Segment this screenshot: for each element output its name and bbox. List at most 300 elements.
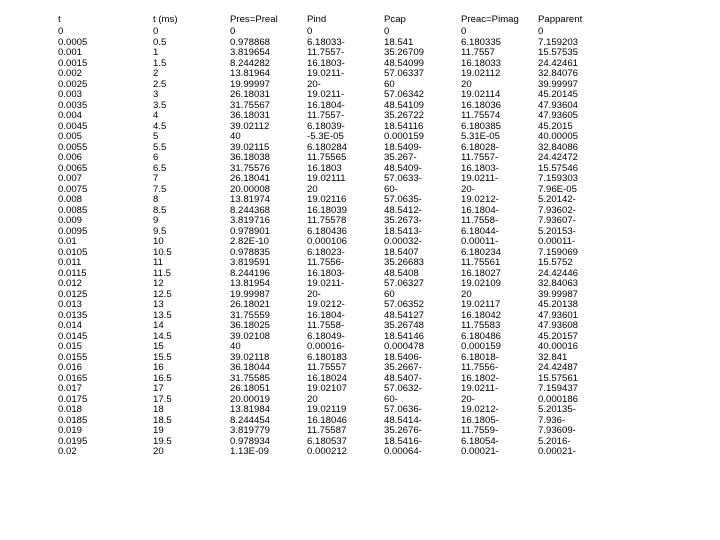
table-row [58, 447, 628, 458]
cell-pres-preal: 39.02112 [230, 121, 270, 132]
cell-pres-preal: 26.18041 [230, 174, 271, 185]
cell-t-ms: 20 [153, 447, 164, 458]
cell-papparent: 47.93604 [538, 100, 579, 111]
cell-papparent: 0 [538, 27, 544, 38]
data-table [58, 13, 628, 458]
cell-t: 0.0055 [58, 142, 88, 153]
table-row [58, 153, 628, 164]
cell-pcap: 48.5407- [384, 373, 422, 384]
cell-preac-pimag: 20 [461, 79, 472, 90]
cell-t: 0.0025 [58, 79, 88, 90]
cell-t: 0.0155 [58, 352, 88, 363]
cell-t: 0.016 [58, 363, 83, 374]
table-row [58, 27, 628, 38]
cell-pind: 20 [307, 394, 318, 405]
cell-pind: 16.1803 [307, 163, 342, 174]
cell-papparent: 15.57546 [538, 163, 579, 174]
cell-t-ms: 17 [153, 384, 164, 395]
cell-pres-preal: 0.978901 [230, 226, 271, 237]
cell-pcap: 57.0632- [384, 384, 422, 395]
cell-pcap: 18.5407 [384, 247, 419, 258]
cell-t: 0.0145 [58, 331, 88, 342]
cell-t: 0.0065 [58, 163, 88, 174]
cell-pres-preal: 39.02108 [230, 331, 271, 342]
table-row [58, 248, 628, 259]
cell-pres-preal: 26.18021 [230, 300, 271, 311]
cell-t: 0.0005 [58, 37, 88, 48]
cell-t: 0.013 [58, 300, 83, 311]
cell-t-ms: 9.5 [153, 226, 167, 237]
cell-t-ms: 3.5 [153, 100, 167, 111]
cell-t: 0.019 [58, 426, 83, 437]
cell-preac-pimag: 0.00011- [461, 237, 499, 248]
cell-t: 0.02 [58, 447, 77, 458]
cell-t-ms: 13.5 [153, 310, 172, 321]
table-row [58, 279, 628, 290]
cell-pcap: 48.54099 [384, 58, 425, 69]
table-row [58, 363, 628, 374]
cell-preac-pimag: 0.00021- [461, 447, 499, 458]
cell-pres-preal: 3.819779 [230, 426, 271, 437]
cell-preac-pimag: 19.02112 [461, 69, 501, 80]
cell-t: 0.012 [58, 279, 83, 290]
cell-t-ms: 4 [153, 111, 159, 122]
cell-pind: 16.18039 [307, 205, 348, 216]
cell-pind: 19.02116 [307, 195, 347, 206]
cell-papparent: 5.20135- [538, 405, 576, 416]
cell-preac-pimag: 11.7558- [461, 216, 499, 227]
cell-t-ms: 14.5 [153, 331, 172, 342]
cell-t-ms: 12.5 [153, 289, 172, 300]
table-row [58, 416, 628, 427]
cell-pcap: 57.0635- [384, 195, 422, 206]
cell-t-ms: 5 [153, 132, 159, 143]
cell-preac-pimag: 5.31E-05 [461, 132, 500, 143]
cell-pcap: 0.00032- [384, 237, 422, 248]
cell-pind: 11.7556- [307, 258, 345, 269]
cell-preac-pimag: 20 [461, 289, 472, 300]
cell-papparent: 45.20157 [538, 331, 579, 342]
cell-preac-pimag: 11.75583 [461, 321, 501, 332]
cell-pres-preal: 0.978868 [230, 37, 271, 48]
cell-preac-pimag: 19.0211- [461, 174, 499, 185]
cell-pres-preal: 13.81974 [230, 195, 271, 206]
cell-pcap: 18.5413- [384, 226, 422, 237]
cell-t: 0.0015 [58, 58, 88, 69]
cell-pres-preal: 0.978835 [230, 247, 271, 258]
cell-papparent: 45.20145 [538, 90, 579, 101]
cell-t-ms: 2 [153, 69, 159, 80]
cell-t-ms: 18 [153, 405, 164, 416]
cell-pind: 6.18039- [307, 121, 345, 132]
cell-preac-pimag: 11.75574 [461, 111, 501, 122]
cell-pind: 11.75565 [307, 153, 347, 164]
table-row [58, 426, 628, 437]
cell-papparent: 7.93607- [538, 216, 576, 227]
table-row [58, 101, 628, 112]
cell-t-ms: 12 [153, 279, 164, 290]
cell-pcap: 35.26709 [384, 48, 425, 59]
cell-pcap: 48.5412- [384, 205, 422, 216]
cell-papparent: 32.84086 [538, 142, 579, 153]
cell-pind: 6.18049- [307, 331, 345, 342]
cell-pind: 19.0211- [307, 279, 345, 290]
table-row [58, 59, 628, 70]
table-row [58, 174, 628, 185]
cell-t-ms: 10 [153, 237, 164, 248]
cell-papparent: 32.841 [538, 352, 568, 363]
cell-papparent: 5.20142- [538, 195, 576, 206]
cell-t: 0.003 [58, 90, 83, 101]
cell-papparent: 47.93601 [538, 310, 579, 321]
cell-t-ms: 5.5 [153, 142, 167, 153]
cell-pres-preal: 40 [230, 132, 241, 143]
cell-pcap: 0.00064- [384, 447, 422, 458]
cell-t-ms: 11 [153, 258, 163, 269]
cell-pind: 6.180537 [307, 436, 348, 447]
cell-pind: -5.3E-05 [307, 132, 344, 143]
cell-preac-pimag: 11.7559- [461, 426, 499, 437]
cell-pres-preal: 36.18044 [230, 363, 271, 374]
cell-papparent: 40.00016 [538, 342, 579, 353]
cell-pcap: 18.5406- [384, 352, 422, 363]
header-row [58, 13, 628, 27]
cell-t: 0.005 [58, 132, 83, 143]
cell-preac-pimag: 19.02117 [461, 300, 501, 311]
cell-papparent: 7.159303 [538, 174, 579, 185]
cell-preac-pimag: 6.18054- [461, 436, 499, 447]
cell-preac-pimag: 0 [461, 27, 467, 38]
cell-pind: 0.000106 [307, 237, 348, 248]
cell-pres-preal: 19.99997 [230, 79, 271, 90]
table-row [58, 237, 628, 248]
table-row [58, 80, 628, 91]
cell-t-ms: 14 [153, 321, 164, 332]
cell-papparent: 47.93608 [538, 321, 579, 332]
table-row [58, 332, 628, 343]
cell-preac-pimag: 16.1802- [461, 373, 499, 384]
table-row [58, 185, 628, 196]
cell-t-ms: 7.5 [153, 184, 167, 195]
table-row [58, 69, 628, 80]
cell-papparent: 40.00005 [538, 132, 579, 143]
cell-t-ms: 0.5 [153, 37, 167, 48]
cell-preac-pimag: 20- [461, 184, 475, 195]
cell-papparent: 39.99997 [538, 79, 579, 90]
cell-papparent: 5.20153- [538, 226, 576, 237]
cell-papparent: 32.84063 [538, 279, 579, 290]
cell-pind: 6.180284 [307, 142, 348, 153]
cell-pres-preal: 20.00019 [230, 394, 271, 405]
cell-pcap: 57.0633- [384, 174, 422, 185]
cell-pind: 6.180436 [307, 226, 348, 237]
table-row [58, 206, 628, 217]
cell-papparent: 24.42487 [538, 363, 579, 374]
cell-t-ms: 6 [153, 153, 159, 164]
header-pres-preal: Pres=Preal [230, 14, 278, 25]
cell-preac-pimag: 16.1805- [461, 415, 499, 426]
cell-preac-pimag: 0.000159 [461, 342, 502, 353]
cell-pres-preal: 31.75576 [230, 163, 271, 174]
cell-t: 0.0075 [58, 184, 88, 195]
table-row [58, 258, 628, 269]
cell-t-ms: 16 [153, 363, 164, 374]
cell-t: 0.0045 [58, 121, 88, 132]
cell-pres-preal: 20.00008 [230, 184, 271, 195]
header-t: t [58, 14, 61, 25]
cell-t-ms: 19 [153, 426, 164, 437]
cell-papparent: 7.159437 [538, 384, 579, 395]
cell-papparent: 15.57535 [538, 48, 579, 59]
cell-pind: 16.1803- [307, 58, 345, 69]
cell-pcap: 57.0636- [384, 405, 422, 416]
cell-pres-preal: 0.978934 [230, 436, 271, 447]
header-preac-pimag: Preac=Pimag [461, 14, 519, 25]
cell-pres-preal: 40 [230, 342, 241, 353]
cell-preac-pimag: 6.180385 [461, 121, 502, 132]
cell-preac-pimag: 11.7557 [461, 48, 495, 59]
cell-t-ms: 19.5 [153, 436, 172, 447]
cell-t-ms: 1.5 [153, 58, 167, 69]
cell-t: 0.006 [58, 153, 83, 164]
cell-papparent: 15.57561 [538, 373, 579, 384]
cell-preac-pimag: 16.1804- [461, 205, 499, 216]
cell-papparent: 5.2016- [538, 436, 571, 447]
cell-t-ms: 10.5 [153, 247, 172, 258]
cell-pcap: 35.2667- [384, 363, 422, 374]
cell-papparent: 7.93609- [538, 426, 576, 437]
table-row [58, 384, 628, 395]
cell-t-ms: 11.5 [153, 268, 171, 279]
cell-pcap: 48.5408 [384, 268, 419, 279]
cell-papparent: 0.000186 [538, 394, 579, 405]
cell-pcap: 0.000159 [384, 132, 425, 143]
table-row [58, 437, 628, 448]
cell-t: 0.0085 [58, 205, 88, 216]
cell-t-ms: 9 [153, 216, 159, 227]
cell-pind: 16.1804- [307, 100, 345, 111]
cell-preac-pimag: 6.18018- [461, 352, 499, 363]
cell-t: 0.007 [58, 174, 83, 185]
cell-pres-preal: 3.819591 [230, 258, 271, 269]
table-row [58, 311, 628, 322]
cell-pres-preal: 36.18025 [230, 321, 271, 332]
cell-preac-pimag: 16.18027 [461, 268, 502, 279]
cell-pres-preal: 31.75585 [230, 373, 271, 384]
cell-pres-preal: 39.02115 [230, 142, 270, 153]
cell-pcap: 18.54146 [384, 331, 425, 342]
table-row [58, 300, 628, 311]
cell-t-ms: 7 [153, 174, 159, 185]
cell-papparent: 15.5752 [538, 258, 573, 269]
cell-pcap: 18.541 [384, 37, 414, 48]
cell-pcap: 48.54127 [384, 310, 425, 321]
cell-pind: 11.7558- [307, 321, 345, 332]
cell-pcap: 60- [384, 184, 398, 195]
cell-t: 0.001 [58, 48, 83, 59]
cell-t: 0.004 [58, 111, 83, 122]
table-row [58, 405, 628, 416]
table-row [58, 38, 628, 49]
cell-t: 0.008 [58, 195, 83, 206]
cell-t: 0.0165 [58, 373, 88, 384]
cell-papparent: 24.42446 [538, 268, 579, 279]
cell-pres-preal: 26.18031 [230, 90, 271, 101]
cell-preac-pimag: 11.7556- [461, 363, 499, 374]
table-row [58, 353, 628, 364]
cell-papparent: 0.00011- [538, 237, 576, 248]
table-row [58, 321, 628, 332]
cell-t: 0.0115 [58, 268, 87, 279]
cell-pind: 19.0212- [307, 300, 345, 311]
cell-papparent: 0.00021- [538, 447, 576, 458]
cell-pcap: 35.26722 [384, 111, 425, 122]
header-t-ms: t (ms) [153, 14, 178, 25]
cell-pind: 20- [307, 289, 321, 300]
cell-t-ms: 0 [153, 27, 159, 38]
cell-t-ms: 4.5 [153, 121, 167, 132]
table-row [58, 342, 628, 353]
cell-pcap: 0 [384, 27, 390, 38]
cell-t-ms: 8.5 [153, 205, 167, 216]
cell-t: 0.014 [58, 321, 83, 332]
cell-pcap: 0.000478 [384, 342, 425, 353]
cell-t-ms: 3 [153, 90, 159, 101]
cell-pcap: 48.54109 [384, 100, 425, 111]
cell-pres-preal: 13.81984 [230, 405, 271, 416]
cell-pind: 16.1804- [307, 310, 345, 321]
table-row [58, 374, 628, 385]
cell-preac-pimag: 11.7557- [461, 153, 499, 164]
cell-t: 0.018 [58, 405, 83, 416]
cell-preac-pimag: 19.0212- [461, 195, 499, 206]
cell-pres-preal: 13.81964 [230, 69, 271, 80]
table-row [58, 290, 628, 301]
header-pcap: Pcap [384, 14, 406, 25]
cell-pind: 20 [307, 184, 318, 195]
cell-papparent: 7.96E-05 [538, 184, 577, 195]
cell-pind: 20- [307, 79, 321, 90]
cell-pres-preal: 1.13E-09 [230, 447, 269, 458]
cell-preac-pimag: 6.180234 [461, 247, 502, 258]
cell-pind: 16.1803- [307, 268, 345, 279]
cell-preac-pimag: 6.180335 [461, 37, 502, 48]
table-row [58, 90, 628, 101]
cell-t-ms: 15 [153, 342, 164, 353]
cell-pres-preal: 2.82E-10 [230, 237, 269, 248]
cell-pcap: 18.5409- [384, 142, 422, 153]
table-row [58, 216, 628, 227]
cell-pcap: 35.2676- [384, 426, 422, 437]
cell-preac-pimag: 19.02109 [461, 279, 502, 290]
cell-preac-pimag: 16.1803- [461, 163, 499, 174]
cell-pcap: 35.2673- [384, 216, 422, 227]
cell-t-ms: 8 [153, 195, 159, 206]
cell-pind: 11.75578 [307, 216, 347, 227]
cell-pind: 11.75557 [307, 363, 347, 374]
cell-pres-preal: 8.244282 [230, 58, 271, 69]
header-pind: Pind [307, 14, 327, 25]
cell-t: 0.0185 [58, 415, 88, 426]
cell-preac-pimag: 6.18028- [461, 142, 499, 153]
cell-pind: 19.0211- [307, 90, 345, 101]
cell-papparent: 24.42472 [538, 153, 579, 164]
cell-t: 0.01 [58, 237, 77, 248]
table-row [58, 111, 628, 122]
cell-pind: 11.7557- [307, 48, 345, 59]
cell-t-ms: 17.5 [153, 394, 172, 405]
cell-pres-preal: 31.75559 [230, 310, 271, 321]
cell-pres-preal: 36.18038 [230, 153, 271, 164]
cell-papparent: 7.159203 [538, 37, 579, 48]
table-row [58, 195, 628, 206]
cell-pcap: 60- [384, 394, 398, 405]
cell-preac-pimag: 19.0211- [461, 384, 499, 395]
cell-t: 0.009 [58, 216, 83, 227]
table-row [58, 48, 628, 59]
table-row [58, 122, 628, 133]
cell-papparent: 39.99987 [538, 289, 579, 300]
cell-preac-pimag: 19.0212- [461, 405, 499, 416]
cell-pres-preal: 8.244196 [230, 268, 271, 279]
cell-pres-preal: 0 [230, 27, 236, 38]
cell-pind: 11.7557- [307, 111, 345, 122]
cell-pind: 0.000212 [307, 447, 348, 458]
cell-pcap: 35.26748 [384, 321, 425, 332]
cell-t-ms: 2.5 [153, 79, 167, 90]
cell-t: 0.0095 [58, 226, 88, 237]
table-row [58, 132, 628, 143]
cell-pres-preal: 26.18051 [230, 384, 271, 395]
cell-pcap: 48.5414- [384, 415, 422, 426]
cell-pcap: 48.5409- [384, 163, 422, 174]
cell-preac-pimag: 16.18042 [461, 310, 502, 321]
cell-pcap: 60 [384, 289, 395, 300]
cell-pcap: 18.54116 [384, 121, 424, 132]
cell-pcap: 60 [384, 79, 395, 90]
cell-pind: 6.180183 [307, 352, 348, 363]
cell-papparent: 7.159069 [538, 247, 579, 258]
cell-t-ms: 6.5 [153, 163, 167, 174]
cell-preac-pimag: 11.75561 [461, 258, 501, 269]
cell-pind: 19.02119 [307, 405, 347, 416]
cell-t-ms: 15.5 [153, 352, 172, 363]
cell-pres-preal: 31.75567 [230, 100, 271, 111]
table-row [58, 395, 628, 406]
cell-preac-pimag: 19.02114 [461, 90, 501, 101]
cell-t-ms: 1 [153, 48, 159, 59]
cell-papparent: 32.84076 [538, 69, 579, 80]
table-body [58, 27, 628, 458]
cell-t: 0.0035 [58, 100, 88, 111]
cell-pind: 6.18033- [307, 37, 345, 48]
cell-pcap: 18.5416- [384, 436, 422, 447]
cell-papparent: 45.20138 [538, 300, 579, 311]
cell-papparent: 47.93605 [538, 111, 579, 122]
cell-pind: 0 [307, 27, 313, 38]
cell-pind: 16.18046 [307, 415, 348, 426]
cell-t: 0.011 [58, 258, 82, 269]
table-row [58, 143, 628, 154]
cell-pind: 19.02107 [307, 384, 348, 395]
cell-t: 0.015 [58, 342, 83, 353]
cell-pres-preal: 8.244368 [230, 205, 271, 216]
cell-preac-pimag: 6.180486 [461, 331, 502, 342]
cell-t-ms: 16.5 [153, 373, 172, 384]
cell-pres-preal: 36.18031 [230, 111, 271, 122]
cell-pcap: 35.26683 [384, 258, 425, 269]
cell-preac-pimag: 20- [461, 394, 475, 405]
